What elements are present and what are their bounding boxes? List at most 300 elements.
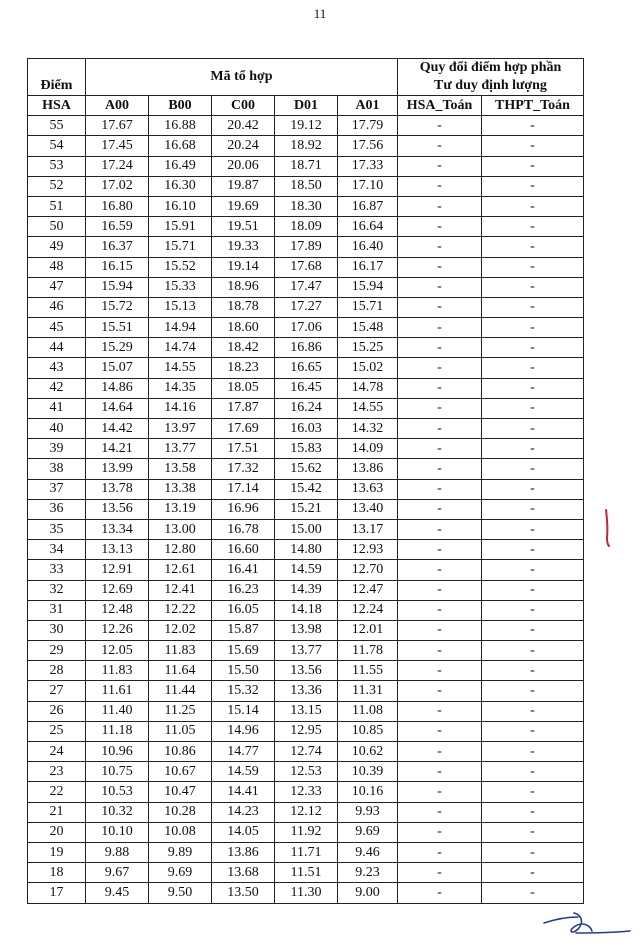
table-row [28,257,584,277]
table-row [28,116,584,136]
cell-combo-score: 10.39 [338,762,398,782]
table-row [28,358,584,378]
cell-combo-score: 14.80 [275,540,338,560]
cell-combo-score: 10.75 [86,762,149,782]
cell-combo-score: 15.71 [149,237,212,257]
table-row [28,479,584,499]
cell-hsa-toan: - [398,701,482,721]
cell-hsa-toan: - [398,297,482,317]
table-row [28,398,584,418]
cell-combo-score: 10.62 [338,742,398,762]
cell-combo-score: 17.02 [86,176,149,196]
cell-hsa-score: 30 [28,620,86,640]
cell-hsa-score: 39 [28,439,86,459]
cell-combo-score: 11.44 [149,681,212,701]
cell-hsa-score: 55 [28,116,86,136]
cell-combo-score: 10.08 [149,822,212,842]
cell-thpt-toan: - [482,842,584,862]
cell-combo-score: 13.63 [338,479,398,499]
cell-combo-score: 16.78 [212,519,275,539]
cell-thpt-toan: - [482,358,584,378]
cell-hsa-toan: - [398,459,482,479]
header-quydoi-line1: Quy đổi điểm hợp phần [419,60,562,75]
cell-combo-score: 12.70 [338,560,398,580]
cell-combo-score: 16.05 [212,600,275,620]
cell-combo-score: 16.64 [338,217,398,237]
table-row [28,196,584,216]
table-row [28,176,584,196]
cell-combo-score: 13.77 [149,439,212,459]
header-combo-code: D01 [275,96,338,116]
cell-hsa-score: 53 [28,156,86,176]
cell-hsa-toan: - [398,863,482,883]
cell-combo-score: 16.88 [149,116,212,136]
cell-combo-score: 14.59 [212,762,275,782]
table-row [28,762,584,782]
table-header [28,59,584,116]
header-combo-code: C00 [212,96,275,116]
cell-hsa-toan: - [398,136,482,156]
table-row [28,378,584,398]
cell-combo-score: 15.72 [86,297,149,317]
cell-combo-score: 12.33 [275,782,338,802]
cell-hsa-toan: - [398,277,482,297]
cell-combo-score: 17.51 [212,439,275,459]
cell-thpt-toan: - [482,156,584,176]
cell-combo-score: 9.69 [149,863,212,883]
cell-hsa-toan: - [398,116,482,136]
cell-combo-score: 15.32 [212,681,275,701]
cell-thpt-toan: - [482,540,584,560]
cell-combo-score: 19.87 [212,176,275,196]
header-hsa-toan: HSA_Toán [398,96,482,116]
cell-hsa-score: 28 [28,661,86,681]
cell-thpt-toan: - [482,257,584,277]
cell-hsa-toan: - [398,681,482,701]
cell-combo-score: 13.36 [275,681,338,701]
cell-combo-score: 13.58 [149,459,212,479]
cell-hsa-score: 49 [28,237,86,257]
cell-combo-score: 13.98 [275,620,338,640]
header-hsa: HSA [28,96,86,116]
cell-combo-score: 18.09 [275,217,338,237]
header-diem: Điểm [28,59,86,96]
table-row [28,600,584,620]
cell-thpt-toan: - [482,297,584,317]
cell-combo-score: 11.08 [338,701,398,721]
cell-hsa-toan: - [398,237,482,257]
cell-combo-score: 12.95 [275,721,338,741]
cell-combo-score: 12.41 [149,580,212,600]
cell-combo-score: 20.06 [212,156,275,176]
cell-combo-score: 9.67 [86,863,149,883]
cell-combo-score: 11.83 [149,641,212,661]
cell-thpt-toan: - [482,762,584,782]
cell-combo-score: 16.17 [338,257,398,277]
cell-combo-score: 16.45 [275,378,338,398]
cell-combo-score: 13.15 [275,701,338,721]
table-row [28,701,584,721]
cell-combo-score: 13.40 [338,499,398,519]
cell-combo-score: 11.92 [275,822,338,842]
cell-combo-score: 20.24 [212,136,275,156]
cell-combo-score: 12.48 [86,600,149,620]
cell-combo-score: 10.86 [149,742,212,762]
cell-combo-score: 13.17 [338,519,398,539]
cell-combo-score: 9.45 [86,883,149,903]
cell-combo-score: 9.23 [338,863,398,883]
cell-combo-score: 12.22 [149,600,212,620]
cell-combo-score: 16.86 [275,338,338,358]
cell-combo-score: 11.25 [149,701,212,721]
cell-hsa-score: 17 [28,883,86,903]
cell-hsa-score: 54 [28,136,86,156]
cell-combo-score: 15.91 [149,217,212,237]
cell-hsa-toan: - [398,721,482,741]
cell-combo-score: 11.30 [275,883,338,903]
cell-combo-score: 17.67 [86,116,149,136]
cell-hsa-score: 48 [28,257,86,277]
cell-combo-score: 13.34 [86,519,149,539]
cell-combo-score: 16.15 [86,257,149,277]
cell-hsa-score: 43 [28,358,86,378]
cell-thpt-toan: - [482,196,584,216]
cell-combo-score: 17.45 [86,136,149,156]
cell-hsa-toan: - [398,398,482,418]
cell-combo-score: 15.14 [212,701,275,721]
cell-combo-score: 17.27 [275,297,338,317]
table-row [28,863,584,883]
cell-combo-score: 17.68 [275,257,338,277]
cell-combo-score: 15.71 [338,297,398,317]
cell-combo-score: 14.42 [86,419,149,439]
table-row [28,580,584,600]
cell-thpt-toan: - [482,237,584,257]
table-row [28,681,584,701]
cell-combo-score: 14.21 [86,439,149,459]
cell-combo-score: 16.65 [275,358,338,378]
cell-hsa-toan: - [398,196,482,216]
cell-combo-score: 18.42 [212,338,275,358]
header-quydoi-group [398,59,584,96]
cell-thpt-toan: - [482,863,584,883]
cell-combo-score: 12.02 [149,620,212,640]
table-row [28,560,584,580]
cell-combo-score: 15.07 [86,358,149,378]
cell-combo-score: 13.78 [86,479,149,499]
cell-hsa-toan: - [398,641,482,661]
cell-hsa-toan: - [398,338,482,358]
cell-combo-score: 15.29 [86,338,149,358]
cell-hsa-score: 29 [28,641,86,661]
cell-combo-score: 17.14 [212,479,275,499]
cell-hsa-score: 20 [28,822,86,842]
cell-thpt-toan: - [482,277,584,297]
cell-combo-score: 18.92 [275,136,338,156]
cell-combo-score: 14.18 [275,600,338,620]
cell-combo-score: 13.97 [149,419,212,439]
cell-combo-score: 9.89 [149,842,212,862]
cell-combo-score: 17.56 [338,136,398,156]
cell-combo-score: 16.87 [338,196,398,216]
cell-combo-score: 18.60 [212,318,275,338]
cell-combo-score: 11.64 [149,661,212,681]
cell-combo-score: 11.55 [338,661,398,681]
cell-combo-score: 11.83 [86,661,149,681]
cell-thpt-toan: - [482,338,584,358]
cell-thpt-toan: - [482,600,584,620]
cell-combo-score: 11.71 [275,842,338,862]
table-row [28,721,584,741]
table-row [28,297,584,317]
score-conversion-table [27,58,584,904]
cell-thpt-toan: - [482,136,584,156]
header-combo-code: B00 [149,96,212,116]
cell-combo-score: 12.53 [275,762,338,782]
signature-mark [538,909,634,943]
cell-combo-score: 17.79 [338,116,398,136]
header-combo-code: A00 [86,96,149,116]
cell-combo-score: 14.96 [212,721,275,741]
cell-combo-score: 17.32 [212,459,275,479]
cell-combo-score: 13.19 [149,499,212,519]
table-row [28,217,584,237]
cell-hsa-score: 23 [28,762,86,782]
cell-combo-score: 16.24 [275,398,338,418]
cell-combo-score: 11.78 [338,641,398,661]
cell-combo-score: 12.61 [149,560,212,580]
cell-hsa-score: 35 [28,519,86,539]
red-pen-mark [600,508,614,548]
cell-combo-score: 13.13 [86,540,149,560]
cell-hsa-score: 22 [28,782,86,802]
cell-combo-score: 18.30 [275,196,338,216]
cell-combo-score: 15.33 [149,277,212,297]
cell-combo-score: 9.00 [338,883,398,903]
cell-hsa-toan: - [398,580,482,600]
cell-thpt-toan: - [482,560,584,580]
table-row [28,519,584,539]
cell-combo-score: 16.68 [149,136,212,156]
cell-combo-score: 14.86 [86,378,149,398]
cell-combo-score: 15.21 [275,499,338,519]
page-number: 11 [313,6,327,21]
cell-hsa-score: 19 [28,842,86,862]
cell-combo-score: 15.48 [338,318,398,338]
cell-combo-score: 10.85 [338,721,398,741]
cell-combo-score: 14.55 [149,358,212,378]
cell-combo-score: 10.96 [86,742,149,762]
cell-combo-score: 14.41 [212,782,275,802]
cell-combo-score: 12.80 [149,540,212,560]
cell-combo-score: 15.00 [275,519,338,539]
cell-thpt-toan: - [482,439,584,459]
cell-hsa-score: 25 [28,721,86,741]
cell-combo-score: 16.80 [86,196,149,216]
cell-thpt-toan: - [482,398,584,418]
cell-thpt-toan: - [482,701,584,721]
cell-combo-score: 18.50 [275,176,338,196]
cell-thpt-toan: - [482,378,584,398]
cell-thpt-toan: - [482,620,584,640]
table-row [28,338,584,358]
cell-combo-score: 12.47 [338,580,398,600]
cell-combo-score: 11.18 [86,721,149,741]
cell-hsa-toan: - [398,782,482,802]
cell-combo-score: 13.56 [275,661,338,681]
cell-hsa-score: 41 [28,398,86,418]
cell-hsa-score: 42 [28,378,86,398]
cell-hsa-score: 46 [28,297,86,317]
cell-hsa-score: 33 [28,560,86,580]
cell-combo-score: 19.14 [212,257,275,277]
table-row [28,620,584,640]
table-row [28,439,584,459]
cell-combo-score: 13.56 [86,499,149,519]
cell-hsa-score: 44 [28,338,86,358]
cell-combo-score: 18.05 [212,378,275,398]
cell-hsa-toan: - [398,842,482,862]
cell-thpt-toan: - [482,661,584,681]
cell-combo-score: 12.74 [275,742,338,762]
cell-combo-score: 15.87 [212,620,275,640]
header-quydoi-line2: Tư duy định lượng [434,78,547,93]
cell-combo-score: 15.51 [86,318,149,338]
cell-combo-score: 9.69 [338,822,398,842]
cell-combo-score: 16.30 [149,176,212,196]
cell-combo-score: 12.12 [275,802,338,822]
cell-combo-score: 16.40 [338,237,398,257]
cell-combo-score: 13.86 [338,459,398,479]
cell-combo-score: 10.10 [86,822,149,842]
cell-combo-score: 19.69 [212,196,275,216]
cell-thpt-toan: - [482,318,584,338]
cell-hsa-toan: - [398,318,482,338]
table-row [28,802,584,822]
table-row [28,540,584,560]
cell-thpt-toan: - [482,721,584,741]
cell-hsa-toan: - [398,560,482,580]
cell-hsa-toan: - [398,620,482,640]
cell-combo-score: 10.47 [149,782,212,802]
table-row [28,318,584,338]
cell-combo-score: 15.52 [149,257,212,277]
cell-thpt-toan: - [482,802,584,822]
cell-combo-score: 12.01 [338,620,398,640]
cell-hsa-toan: - [398,176,482,196]
table-row [28,156,584,176]
cell-combo-score: 11.31 [338,681,398,701]
cell-combo-score: 15.69 [212,641,275,661]
cell-combo-score: 15.42 [275,479,338,499]
table-row [28,742,584,762]
table-row [28,883,584,903]
cell-thpt-toan: - [482,499,584,519]
cell-combo-score: 14.32 [338,419,398,439]
cell-hsa-toan: - [398,519,482,539]
cell-combo-score: 15.62 [275,459,338,479]
cell-combo-score: 18.78 [212,297,275,317]
cell-hsa-score: 50 [28,217,86,237]
cell-thpt-toan: - [482,519,584,539]
cell-combo-score: 12.05 [86,641,149,661]
cell-hsa-score: 26 [28,701,86,721]
cell-combo-score: 15.50 [212,661,275,681]
cell-combo-score: 15.94 [338,277,398,297]
cell-combo-score: 13.68 [212,863,275,883]
cell-combo-score: 14.23 [212,802,275,822]
cell-combo-score: 16.10 [149,196,212,216]
table-row [28,419,584,439]
cell-combo-score: 19.33 [212,237,275,257]
cell-thpt-toan: - [482,116,584,136]
cell-combo-score: 17.06 [275,318,338,338]
cell-combo-score: 17.87 [212,398,275,418]
cell-combo-score: 16.23 [212,580,275,600]
cell-combo-score: 16.37 [86,237,149,257]
cell-combo-score: 15.25 [338,338,398,358]
cell-combo-score: 11.51 [275,863,338,883]
cell-combo-score: 10.67 [149,762,212,782]
cell-combo-score: 9.50 [149,883,212,903]
cell-combo-score: 12.93 [338,540,398,560]
cell-combo-score: 15.13 [149,297,212,317]
table-row [28,277,584,297]
header-thpt-toan: THPT_Toán [482,96,584,116]
cell-hsa-toan: - [398,479,482,499]
cell-combo-score: 11.61 [86,681,149,701]
cell-hsa-score: 31 [28,600,86,620]
cell-hsa-toan: - [398,257,482,277]
cell-hsa-score: 45 [28,318,86,338]
cell-combo-score: 14.78 [338,378,398,398]
table-row [28,641,584,661]
cell-thpt-toan: - [482,217,584,237]
cell-hsa-toan: - [398,883,482,903]
cell-hsa-score: 18 [28,863,86,883]
cell-thpt-toan: - [482,479,584,499]
cell-combo-score: 15.83 [275,439,338,459]
cell-combo-score: 17.10 [338,176,398,196]
cell-combo-score: 12.91 [86,560,149,580]
table-row [28,459,584,479]
cell-combo-score: 13.38 [149,479,212,499]
cell-thpt-toan: - [482,580,584,600]
cell-thpt-toan: - [482,459,584,479]
cell-hsa-toan: - [398,762,482,782]
cell-hsa-toan: - [398,439,482,459]
cell-hsa-score: 34 [28,540,86,560]
cell-thpt-toan: - [482,641,584,661]
cell-hsa-toan: - [398,822,482,842]
cell-thpt-toan: - [482,822,584,842]
cell-hsa-toan: - [398,378,482,398]
cell-combo-score: 9.46 [338,842,398,862]
cell-combo-score: 10.32 [86,802,149,822]
table-row [28,842,584,862]
cell-combo-score: 14.35 [149,378,212,398]
cell-combo-score: 17.69 [212,419,275,439]
cell-hsa-score: 36 [28,499,86,519]
cell-combo-score: 13.50 [212,883,275,903]
cell-combo-score: 13.00 [149,519,212,539]
cell-hsa-score: 21 [28,802,86,822]
table-row [28,822,584,842]
cell-hsa-toan: - [398,358,482,378]
cell-combo-score: 18.96 [212,277,275,297]
cell-hsa-toan: - [398,156,482,176]
cell-combo-score: 20.42 [212,116,275,136]
